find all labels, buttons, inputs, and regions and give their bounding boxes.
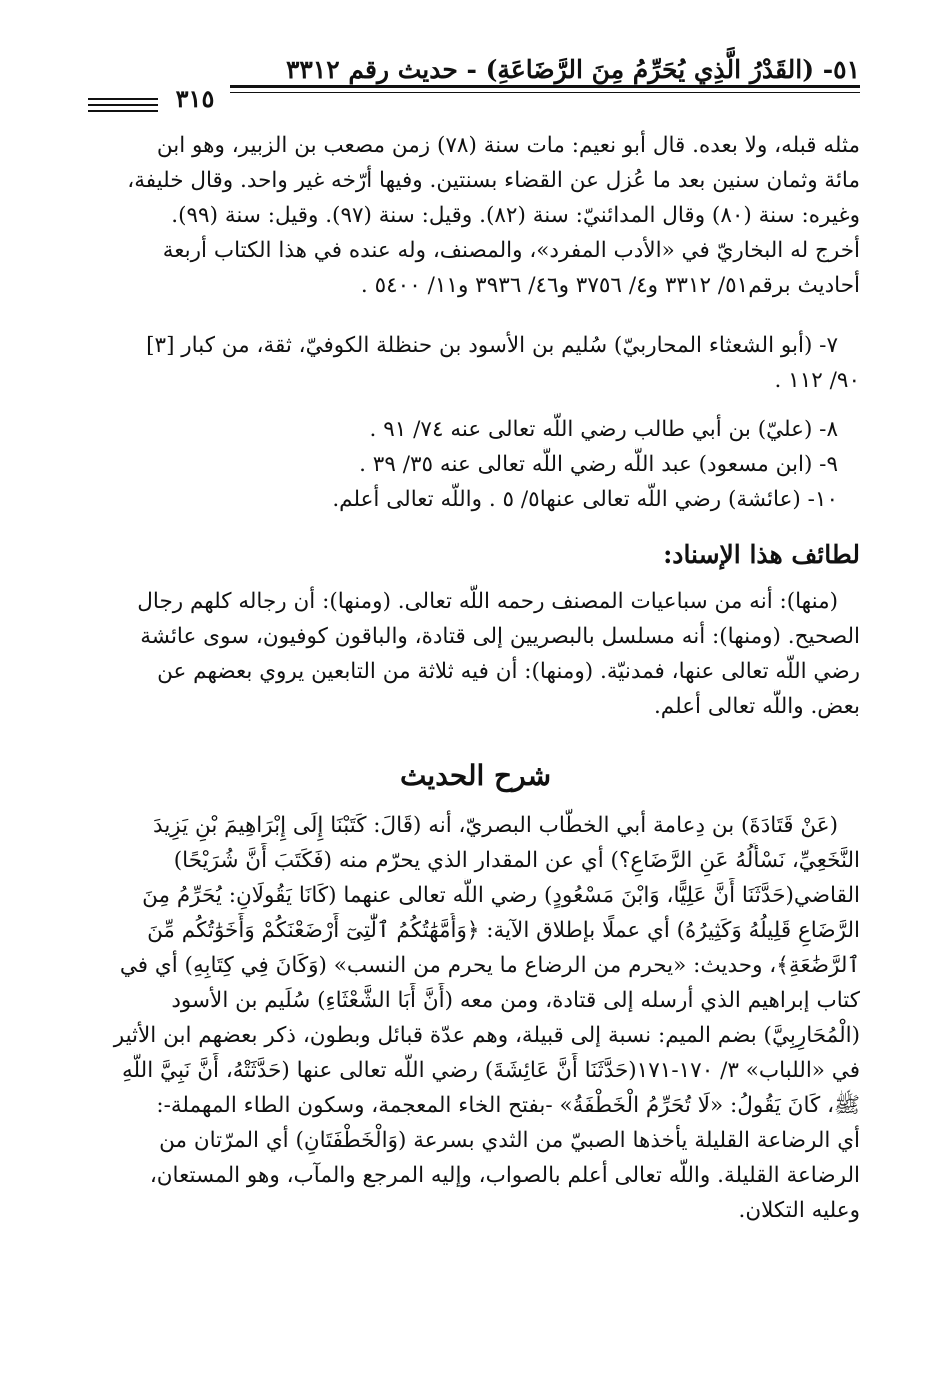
narrator-7	[85, 328, 860, 398]
text-line: الصحيح. (ومنها): أنه مسلسل بالبصريين إلى قتادة، والباقون كوفيون، سوى عائشة	[140, 624, 860, 649]
text-line: (الْمُحَارِبِيَّ) بضم الميم: نسبة إلى قبيلة، وهم عدّة قبائل وبطون، ذكر بعضهم ابن الأثير	[113, 1023, 860, 1048]
text-line: في «اللباب» ٣/ ١٧٠-١٧١(حَدَّثَنَا أَنَّ عَائِشَةَ) رضي اللَّه تعالى عنها (حَدَّثَتْهُ، أَنَّ نَبِيَّ اللَّهِ	[122, 1058, 860, 1083]
text-line: ٩- (ابن مسعود) عبد اللَّه رضي اللَّه تعالى عنه ٣٥/ ٣٩ .	[359, 452, 838, 477]
header-rule-thin	[230, 92, 860, 93]
header-rule-thick	[230, 85, 860, 88]
text-line: مائة وثمان سنين بعد ما عُزل عن القضاء بسنتين. وفيها أرّخه غير واحد. وقال خليفة،	[127, 168, 860, 193]
text-line: أخرج له البخاريّ في «الأدب المفرد»، والمصنف، وله عنده في هذا الكتاب أربعة	[162, 238, 860, 263]
text-line: ٱلرَّضَٰعَةِ﴾، وحديث: «يحرم من الرضاع ما يحرم من النسب» (وَكَانَ فِي كِتَابِهِ) أي في	[119, 953, 860, 978]
text-line: رضي اللَّه تعالى عنها، فمدنيّة. (ومنها): أن فيه ثلاثة من التابعين يروي بعضهم عن	[157, 659, 860, 684]
sharh-text	[85, 808, 860, 1228]
text-line: ٧- (أبو الشعثاء المحاربيّ) سُليم بن الأسود بن حنظلة الكوفيّ، ثقة، من كبار [٣]	[146, 333, 838, 358]
text-line: ٩٠/ ١١٢ .	[774, 368, 860, 393]
text-line: أحاديث برقم٥١/ ٣٣١٢ و٤/ ٣٧٥٦ و٤٦/ ٣٩٣٦ و١١/ ٥٤٠٠ .	[360, 273, 860, 298]
text-line: كتاب إبراهيم الذي أرسله إلى قتادة، ومن معه (أَنَّ أَبَا الشَّعْثَاءِ) سُلَيم بن الأسود	[171, 988, 860, 1013]
page-number-rule-1	[88, 98, 158, 100]
text-line: (عَنْ قَتَادَةَ) بن دِعامة أبي الخطّاب البصريّ، أنه (قَالَ: كَتَبْنَا إِلَى إِبْرَاهِيمَ بْنِ يَزِيدَ	[153, 813, 838, 838]
page-number-rule-2	[88, 104, 158, 106]
lataif-text	[85, 584, 860, 724]
text-line: النَّخَعِيِّ، نَسْأَلُهُ عَنِ الرَّضَاعِ؟) أي عن المقدار الذي يحرّم منه (فَكَتَبَ أَنَّ شُرَيْحًا)	[173, 848, 860, 873]
text-line: أي الرضاعة القليلة يأخذها الصبيّ من الثدي بسرعة (وَالْخَطْفَتَانِ) أي المرّتان من	[159, 1128, 860, 1153]
text-line: مثله قبله، ولا بعده. قال أبو نعيم: مات سنة (٧٨) زمن مصعب بن الزبير، وهو ابن	[156, 133, 860, 158]
narrator-continuation	[85, 128, 860, 303]
narrators-8-10	[85, 412, 860, 517]
page-number-rule-3	[88, 110, 158, 112]
text-line: وغيره: سنة (٨٠) وقال المدائنيّ: سنة (٨٢). وقيل: سنة (٩٧). وقيل: سنة (٩٩).	[171, 203, 860, 228]
lataif-heading: لطائف هذا الإسناد:	[663, 540, 860, 569]
text-line: وعليه التكلان.	[738, 1198, 860, 1223]
text-line: بعض. واللَّه تعالى أعلم.	[653, 694, 860, 719]
sharh-heading: شرح الحديث	[399, 759, 552, 792]
text-line: (منها): أنه من سباعيات المصنف رحمه اللَّه تعالى. (ومنها): أن رجاله كلهم رجال	[137, 589, 838, 614]
running-head: ٥١- (القَدْرُ الَّذِي يُحَرِّمُ مِنَ الرَّضَاعَةِ) - حديث رقم ٣٣١٢	[285, 55, 860, 84]
text-line: القاضي(حَدَّثَنَا أَنَّ عَلِيًّا، وَابْنَ مَسْعُودٍ) رضي اللَّه تعالى عنهما (كَانَا يَقُولَانِ: يُحَرِّمُ مِنَ	[142, 883, 860, 908]
page-number: ٣١٥	[175, 84, 215, 113]
text-line: الرَّضَاعِ قَلِيلُهُ وَكَثِيرُهُ) أي عملًا بإطلاق الآية: ﴿وَأُمَّهَٰتُكُمُ ٱلَّٰتِىٓ أَرْضَعْنَكُمْ وَأَخَوَٰتُكُم مِّنَ	[147, 918, 860, 943]
text-line: ﷺ، كَانَ يَقُولُ: «لَا تُحَرِّمُ الْخَطْفَةُ» -بفتح الخاء المعجمة، وسكون الطاء المهملة-:	[156, 1093, 860, 1118]
text-line: ١٠- (عائشة) رضي اللَّه تعالى عنها٥/ ٥ . واللَّه تعالى أعلم.	[332, 487, 838, 512]
text-line: ٨- (عليّ) بن أبي طالب رضي اللَّه تعالى عنه ٧٤/ ٩١ .	[369, 417, 838, 442]
text-line: الرضاعة القليلة. واللَّه تعالى أعلم بالصواب، وإليه المرجع والمآب، وهو المستعان،	[149, 1163, 860, 1188]
